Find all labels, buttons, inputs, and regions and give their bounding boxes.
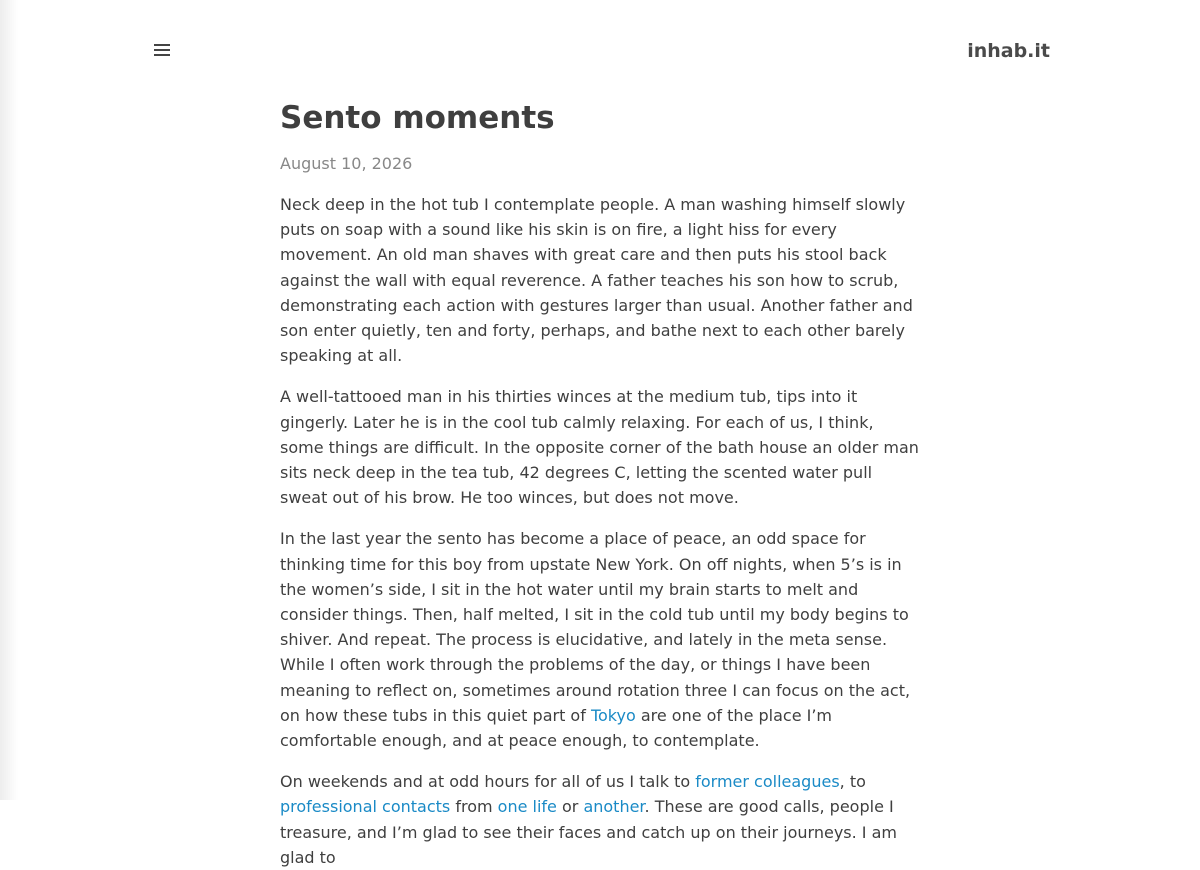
- paragraph-4-text-e: . These are good calls, people I treasure, and I’m glad to see their faces and catch up on their journeys. I am glad to: [280, 797, 897, 867]
- paragraph-2: A well-tattooed man in his thirties winces at the medium tub, tips into it gingerly. Later he is in the cool tub calmly relaxing. For each of us, I think, some things are difficult. In the opposite corner of the bath house an older man sits neck deep in the tea tub, 42 degrees C, letting the scented water pull sweat out of his brow. He too winces, but does not move.: [280, 387, 919, 508]
- link-one-life[interactable]: one life: [497, 797, 557, 817]
- paragraph-3-text-a: In the last year the sento has become a place of peace, an odd space for thinking time for this boy from upstate New York. On off nights, when 5’s is in the women’s side, I sit in the hot water until my brain starts to melt and consider things. Then, half melted, I sit in the cold tub until my body begins to shiver. And repeat. The process is elucidative, and lately in the meta sense. While I often work through the problems of the day, or things I have been meaning to reflect on, sometimes around rotation three I can focus on the act, on how these tubs in this quiet part of: [280, 529, 911, 725]
- page-title: Sento moments: [280, 100, 555, 136]
- link-tokyo[interactable]: Tokyo: [590, 705, 636, 725]
- paragraph-4-text-d: or: [556, 797, 584, 817]
- paragraph-4-text-b: , to: [839, 772, 866, 792]
- paragraph-3-text-b: are one of the place I’m comfortable enough, and at peace enough, to contemplate.: [280, 705, 833, 751]
- paragraph-3: [280, 526, 920, 753]
- paragraph-4-text-c: from: [450, 797, 498, 817]
- article: [280, 96, 920, 870]
- site-name-link[interactable]: inhab.it: [967, 40, 1050, 62]
- paragraph-4: [280, 769, 920, 870]
- link-another[interactable]: another: [583, 797, 645, 817]
- paragraph-4-text-a: On weekends and at odd hours for all of us I talk to: [280, 772, 696, 792]
- paragraph-1: Neck deep in the hot tub I contemplate people. A man washing himself slowly puts on soap with a sound like his skin is on fire, a light hiss for every movement. An old man shaves with great care and then puts his stool back against the wall with equal reverence. A father teaches his son how to scrub, demonstrating each action with gestures larger than usual. Another father and son enter quietly, ten and forty, perhaps, and bathe next to each other barely speaking at all.: [280, 195, 913, 366]
- hamburger-menu-icon[interactable]: [154, 44, 172, 60]
- link-former-colleagues[interactable]: former colleagues: [695, 772, 840, 792]
- sidebar-edge-shadow: [0, 0, 18, 800]
- link-professional-contacts[interactable]: professional contacts: [280, 797, 451, 817]
- post-date: August 10, 2026: [280, 154, 413, 173]
